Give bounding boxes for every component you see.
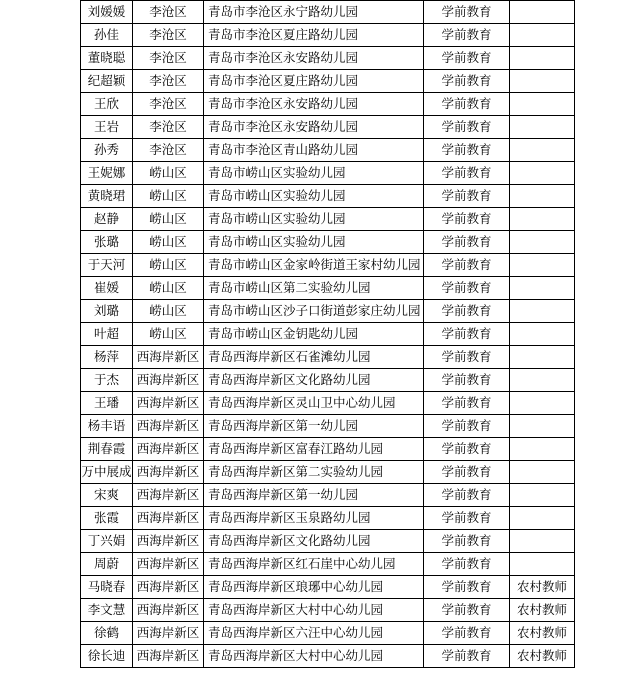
cell-subject: 学前教育 <box>424 185 510 208</box>
table-row <box>81 369 575 392</box>
cell-district: 崂山区 <box>133 208 204 231</box>
cell-school: 青岛市李沧区夏庄路幼儿园 <box>204 24 424 47</box>
cell-name: 叶超 <box>81 323 133 346</box>
cell-district: 西海岸新区 <box>133 461 204 484</box>
cell-name: 张霞 <box>81 507 133 530</box>
cell-school: 青岛市崂山区实验幼儿园 <box>204 162 424 185</box>
table-row <box>81 277 575 300</box>
table-row <box>81 300 575 323</box>
cell-school: 青岛市崂山区金钥匙幼儿园 <box>204 323 424 346</box>
cell-school: 青岛西海岸新区大村中心幼儿园 <box>204 599 424 622</box>
table-row <box>81 415 575 438</box>
cell-name: 徐鹤 <box>81 622 133 645</box>
cell-district: 西海岸新区 <box>133 484 204 507</box>
table-row <box>81 576 575 599</box>
cell-district: 西海岸新区 <box>133 507 204 530</box>
cell-school: 青岛西海岸新区琅琊中心幼儿园 <box>204 576 424 599</box>
cell-subject: 学前教育 <box>424 346 510 369</box>
cell-note: 农村教师 <box>510 599 575 622</box>
table-row <box>81 93 575 116</box>
cell-school: 青岛西海岸新区第一幼儿园 <box>204 484 424 507</box>
cell-district: 李沧区 <box>133 70 204 93</box>
cell-district: 崂山区 <box>133 277 204 300</box>
table-row <box>81 323 575 346</box>
cell-school: 青岛市崂山区沙子口街道彭家庄幼儿园 <box>204 300 424 323</box>
cell-district: 西海岸新区 <box>133 645 204 668</box>
cell-district: 崂山区 <box>133 300 204 323</box>
cell-school: 青岛市李沧区夏庄路幼儿园 <box>204 70 424 93</box>
cell-note <box>510 484 575 507</box>
cell-note <box>510 24 575 47</box>
cell-name: 丁兴娟 <box>81 530 133 553</box>
cell-name: 孙秀 <box>81 139 133 162</box>
cell-district: 李沧区 <box>133 116 204 139</box>
cell-note <box>510 162 575 185</box>
cell-note <box>510 93 575 116</box>
cell-note: 农村教师 <box>510 576 575 599</box>
cell-name: 于杰 <box>81 369 133 392</box>
table-row <box>81 461 575 484</box>
cell-subject: 学前教育 <box>424 1 510 24</box>
table-row <box>81 553 575 576</box>
cell-subject: 学前教育 <box>424 461 510 484</box>
cell-note <box>510 254 575 277</box>
cell-name: 徐长迪 <box>81 645 133 668</box>
cell-subject: 学前教育 <box>424 553 510 576</box>
cell-subject: 学前教育 <box>424 530 510 553</box>
cell-subject: 学前教育 <box>424 70 510 93</box>
cell-district: 西海岸新区 <box>133 622 204 645</box>
cell-name: 孙佳 <box>81 24 133 47</box>
cell-note <box>510 116 575 139</box>
table-row <box>81 622 575 645</box>
cell-school: 青岛西海岸新区玉泉路幼儿园 <box>204 507 424 530</box>
cell-district: 李沧区 <box>133 24 204 47</box>
cell-subject: 学前教育 <box>424 162 510 185</box>
cell-name: 万中展成 <box>81 461 133 484</box>
cell-district: 崂山区 <box>133 231 204 254</box>
table-body <box>81 1 575 668</box>
table-row <box>81 1 575 24</box>
cell-name: 刘璐 <box>81 300 133 323</box>
cell-district: 西海岸新区 <box>133 530 204 553</box>
cell-school: 青岛市李沧区永安路幼儿园 <box>204 93 424 116</box>
cell-district: 李沧区 <box>133 1 204 24</box>
cell-name: 赵静 <box>81 208 133 231</box>
table-row <box>81 645 575 668</box>
table-row <box>81 139 575 162</box>
cell-note <box>510 507 575 530</box>
table-row <box>81 254 575 277</box>
cell-note <box>510 277 575 300</box>
cell-school: 青岛西海岸新区灵山卫中心幼儿园 <box>204 392 424 415</box>
table-row <box>81 231 575 254</box>
cell-name: 荆春霞 <box>81 438 133 461</box>
teacher-list-table <box>80 0 575 668</box>
table-row <box>81 530 575 553</box>
table-row <box>81 438 575 461</box>
table-row <box>81 47 575 70</box>
cell-note <box>510 369 575 392</box>
cell-subject: 学前教育 <box>424 231 510 254</box>
cell-subject: 学前教育 <box>424 208 510 231</box>
table-row <box>81 346 575 369</box>
cell-note <box>510 461 575 484</box>
cell-district: 西海岸新区 <box>133 553 204 576</box>
cell-name: 马晓春 <box>81 576 133 599</box>
cell-note <box>510 139 575 162</box>
table-row <box>81 599 575 622</box>
cell-note: 农村教师 <box>510 645 575 668</box>
cell-school: 青岛西海岸新区六汪中心幼儿园 <box>204 622 424 645</box>
cell-subject: 学前教育 <box>424 254 510 277</box>
cell-school: 青岛西海岸新区第二实验幼儿园 <box>204 461 424 484</box>
cell-name: 于天河 <box>81 254 133 277</box>
cell-name: 王岩 <box>81 116 133 139</box>
cell-name: 杨丰语 <box>81 415 133 438</box>
teacher-list-table-wrapper <box>80 0 565 668</box>
cell-name: 李文慧 <box>81 599 133 622</box>
cell-note <box>510 323 575 346</box>
cell-school: 青岛西海岸新区富春江路幼儿园 <box>204 438 424 461</box>
cell-school: 青岛西海岸新区石雀滩幼儿园 <box>204 346 424 369</box>
cell-subject: 学前教育 <box>424 622 510 645</box>
cell-district: 崂山区 <box>133 185 204 208</box>
cell-subject: 学前教育 <box>424 47 510 70</box>
cell-school: 青岛市崂山区第二实验幼儿园 <box>204 277 424 300</box>
cell-name: 宋爽 <box>81 484 133 507</box>
table-row <box>81 70 575 93</box>
cell-district: 崂山区 <box>133 162 204 185</box>
cell-school: 青岛西海岸新区文化路幼儿园 <box>204 369 424 392</box>
cell-name: 周蔚 <box>81 553 133 576</box>
cell-school: 青岛西海岸新区文化路幼儿园 <box>204 530 424 553</box>
cell-school: 青岛市李沧区永安路幼儿园 <box>204 116 424 139</box>
table-row <box>81 24 575 47</box>
cell-district: 李沧区 <box>133 139 204 162</box>
table-row <box>81 484 575 507</box>
cell-school: 青岛西海岸新区第一幼儿园 <box>204 415 424 438</box>
cell-subject: 学前教育 <box>424 484 510 507</box>
table-row <box>81 162 575 185</box>
table-row <box>81 208 575 231</box>
cell-school: 青岛西海岸新区大村中心幼儿园 <box>204 645 424 668</box>
cell-note <box>510 47 575 70</box>
cell-note <box>510 346 575 369</box>
cell-district: 西海岸新区 <box>133 346 204 369</box>
cell-school: 青岛市崂山区实验幼儿园 <box>204 231 424 254</box>
cell-note <box>510 1 575 24</box>
cell-district: 西海岸新区 <box>133 438 204 461</box>
cell-note <box>510 530 575 553</box>
cell-name: 刘媛媛 <box>81 1 133 24</box>
cell-subject: 学前教育 <box>424 139 510 162</box>
cell-subject: 学前教育 <box>424 24 510 47</box>
cell-school: 青岛市崂山区实验幼儿园 <box>204 185 424 208</box>
table-row <box>81 185 575 208</box>
cell-district: 李沧区 <box>133 93 204 116</box>
cell-name: 纪超颖 <box>81 70 133 93</box>
cell-school: 青岛市李沧区永宁路幼儿园 <box>204 1 424 24</box>
cell-subject: 学前教育 <box>424 323 510 346</box>
cell-note <box>510 553 575 576</box>
cell-subject: 学前教育 <box>424 576 510 599</box>
cell-name: 王璠 <box>81 392 133 415</box>
cell-school: 青岛市李沧区青山路幼儿园 <box>204 139 424 162</box>
cell-district: 西海岸新区 <box>133 576 204 599</box>
cell-school: 青岛市崂山区金家岭街道王家村幼儿园 <box>204 254 424 277</box>
cell-note <box>510 415 575 438</box>
cell-subject: 学前教育 <box>424 277 510 300</box>
cell-name: 杨萍 <box>81 346 133 369</box>
cell-district: 崂山区 <box>133 323 204 346</box>
cell-school: 青岛市崂山区实验幼儿园 <box>204 208 424 231</box>
cell-note <box>510 438 575 461</box>
cell-subject: 学前教育 <box>424 507 510 530</box>
cell-school: 青岛西海岸新区红石崖中心幼儿园 <box>204 553 424 576</box>
table-row <box>81 392 575 415</box>
cell-district: 李沧区 <box>133 47 204 70</box>
cell-district: 西海岸新区 <box>133 369 204 392</box>
cell-district: 西海岸新区 <box>133 599 204 622</box>
cell-name: 张璐 <box>81 231 133 254</box>
cell-district: 西海岸新区 <box>133 415 204 438</box>
cell-district: 崂山区 <box>133 254 204 277</box>
cell-subject: 学前教育 <box>424 116 510 139</box>
cell-name: 董晓聪 <box>81 47 133 70</box>
cell-name: 王欣 <box>81 93 133 116</box>
cell-subject: 学前教育 <box>424 369 510 392</box>
cell-subject: 学前教育 <box>424 415 510 438</box>
cell-note <box>510 300 575 323</box>
cell-subject: 学前教育 <box>424 645 510 668</box>
table-row <box>81 116 575 139</box>
cell-district: 西海岸新区 <box>133 392 204 415</box>
cell-subject: 学前教育 <box>424 300 510 323</box>
cell-note <box>510 231 575 254</box>
cell-note: 农村教师 <box>510 622 575 645</box>
cell-note <box>510 392 575 415</box>
cell-note <box>510 208 575 231</box>
cell-subject: 学前教育 <box>424 438 510 461</box>
cell-note <box>510 70 575 93</box>
cell-school: 青岛市李沧区永安路幼儿园 <box>204 47 424 70</box>
table-row <box>81 507 575 530</box>
cell-name: 崔媛 <box>81 277 133 300</box>
cell-subject: 学前教育 <box>424 392 510 415</box>
cell-subject: 学前教育 <box>424 93 510 116</box>
cell-note <box>510 185 575 208</box>
cell-name: 黄晓珺 <box>81 185 133 208</box>
cell-subject: 学前教育 <box>424 599 510 622</box>
cell-name: 王妮娜 <box>81 162 133 185</box>
